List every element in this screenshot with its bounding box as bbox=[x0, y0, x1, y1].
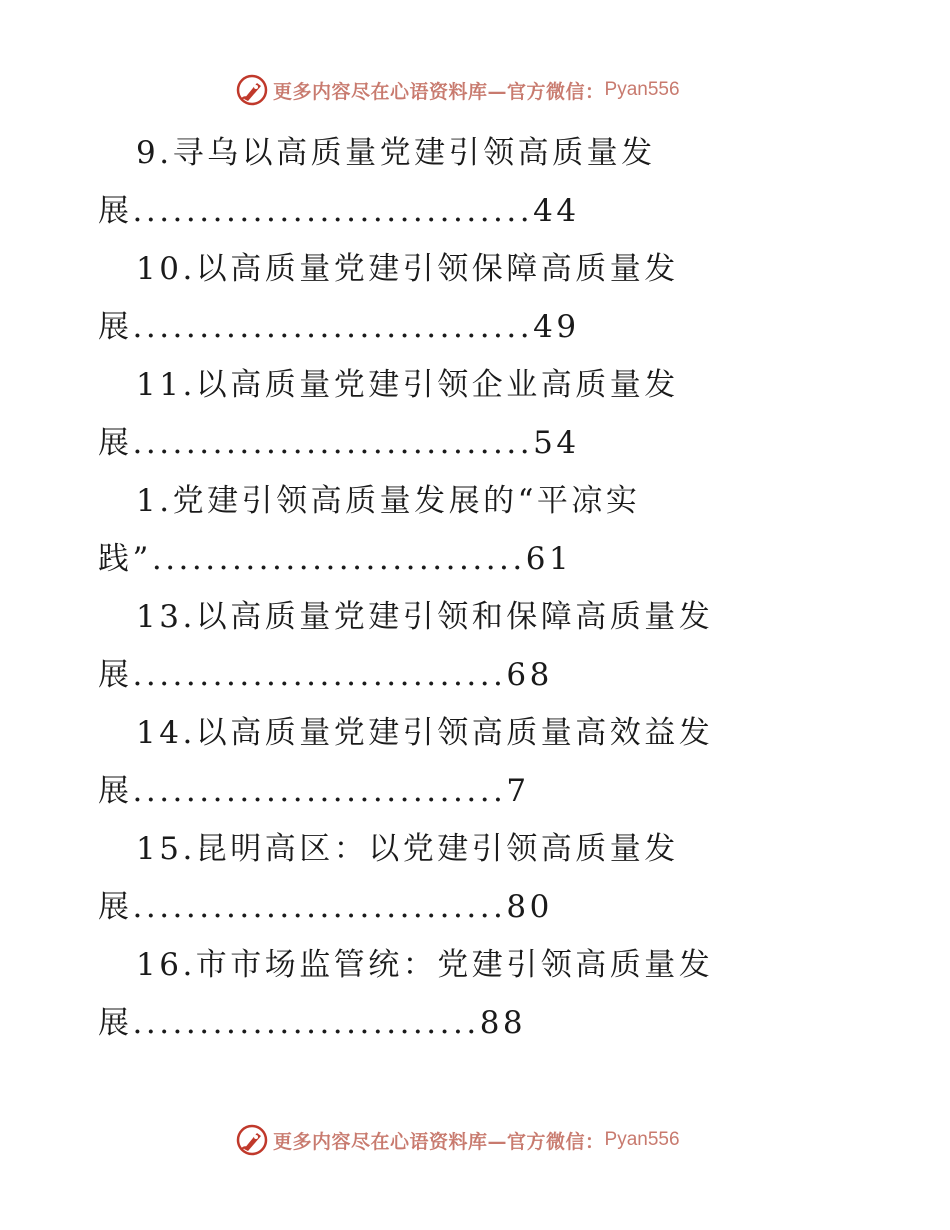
toc-entry-title: 14.以高质量党建引领高质量高效益发 bbox=[136, 715, 714, 751]
toc-entry[interactable] bbox=[98, 240, 738, 356]
toc-entry-page: 展..............................49 bbox=[98, 309, 580, 345]
toc-entry[interactable] bbox=[98, 820, 738, 936]
toc-entry-page: 展............................68 bbox=[98, 657, 553, 693]
watermark-footer bbox=[235, 1122, 680, 1158]
toc-entry-title: 13.以高质量党建引领和保障高质量发 bbox=[136, 599, 714, 635]
toc-entry-page: 展..........................88 bbox=[98, 1005, 527, 1041]
toc-entry-title: 9.寻乌以高质量党建引领高质量发 bbox=[136, 135, 656, 171]
toc-entry[interactable] bbox=[98, 472, 738, 588]
toc-entry-page: 展..............................44 bbox=[98, 193, 580, 229]
toc-entry[interactable] bbox=[98, 356, 738, 472]
toc-entry-title: 11.以高质量党建引领企业高质量发 bbox=[136, 367, 679, 403]
table-of-contents bbox=[98, 124, 738, 1052]
toc-entry-title: 1.党建引领高质量发展的“平凉实 bbox=[136, 483, 641, 519]
toc-entry-page: 展............................7 bbox=[98, 773, 530, 809]
toc-entry-page: 展............................80 bbox=[98, 889, 553, 925]
watermark-header bbox=[235, 72, 680, 108]
watermark-wechat-id: Pyan556 bbox=[604, 1129, 680, 1150]
toc-entry-page: 展..............................54 bbox=[98, 425, 580, 461]
watermark-text: 更多内容尽在心语资料库—官方微信： bbox=[273, 1130, 605, 1153]
toc-entry[interactable] bbox=[98, 124, 738, 240]
watermark-wechat-id: Pyan556 bbox=[604, 79, 680, 100]
toc-entry-title: 16.市市场监管统：党建引领高质量发 bbox=[136, 947, 714, 983]
toc-entry-page: 践”............................61 bbox=[98, 541, 573, 577]
toc-entry-title: 10.以高质量党建引领保障高质量发 bbox=[136, 251, 679, 287]
pen-nib-logo-icon bbox=[235, 73, 269, 107]
pen-nib-logo-icon bbox=[235, 1123, 269, 1157]
toc-entry[interactable] bbox=[98, 936, 738, 1052]
toc-entry[interactable] bbox=[98, 704, 738, 820]
watermark-text: 更多内容尽在心语资料库—官方微信： bbox=[273, 80, 605, 103]
toc-entry-title: 15.昆明高区：以党建引领高质量发 bbox=[136, 831, 679, 867]
toc-entry[interactable] bbox=[98, 588, 738, 704]
